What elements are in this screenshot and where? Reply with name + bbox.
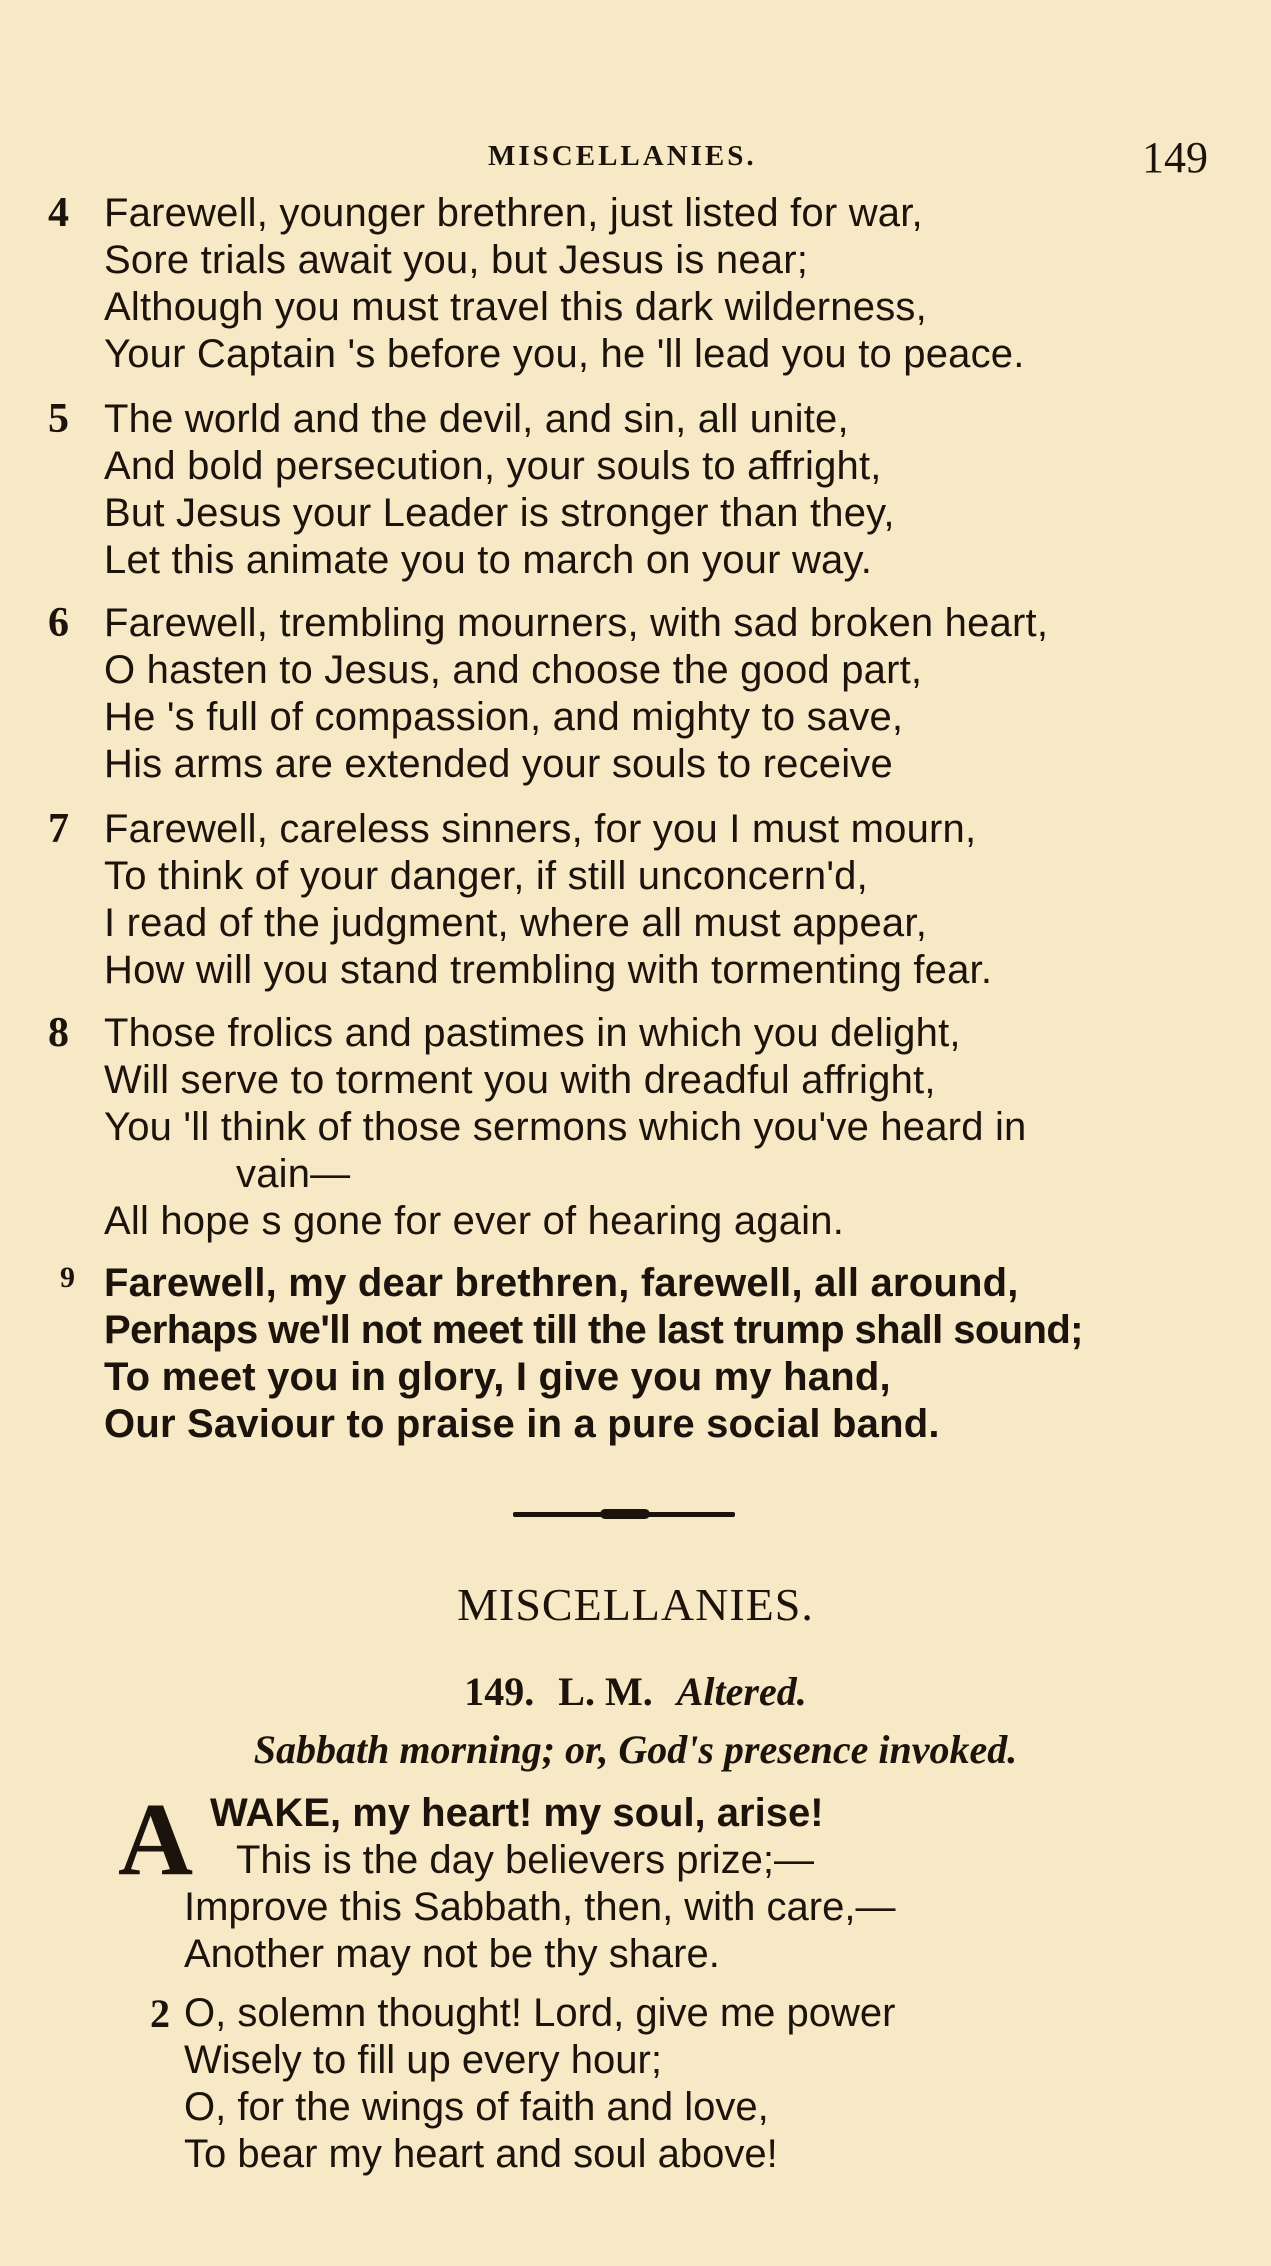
hymn-line: Wisely to fill up every hour; [184, 2038, 662, 2082]
hymn-heading [0, 1668, 1271, 1715]
hymn-subtitle: Sabbath morning; or, God's presence invoked. [253, 1727, 1018, 1772]
verse-line: Will serve to torment you with dreadful affright, [104, 1058, 936, 1102]
verse-number: 5 [48, 396, 69, 442]
drop-cap: A [118, 1782, 194, 1897]
verse-line: Farewell, my dear brethren, farewell, all around, [104, 1261, 1019, 1305]
verse-line: Perhaps we'll not meet till the last trump shall sound; [104, 1308, 1083, 1352]
verse-line: The world and the devil, and sin, all unite, [104, 397, 849, 441]
hymn-line: Another may not be thy share. [184, 1932, 720, 1976]
hymn-meter: L. M. [558, 1669, 653, 1714]
verse-line: His arms are extended your souls to receive [104, 742, 893, 786]
verse-number: 6 [48, 600, 69, 646]
verse-line: Farewell, trembling mourners, with sad broken heart, [104, 601, 1049, 645]
verse-line: Let this animate you to march on your way. [104, 538, 873, 582]
verse-line: Although you must travel this dark wilderness, [104, 285, 927, 329]
verse-line: Those frolics and pastimes in which you delight, [104, 1011, 961, 1055]
running-title: MISCELLANIES. [488, 140, 757, 172]
verse-line: Our Saviour to praise in a pure social band. [104, 1402, 940, 1446]
hymn-verse-number: 2 [150, 1991, 170, 2036]
verse-number: 8 [48, 1010, 69, 1056]
verse-number: 7 [48, 806, 69, 852]
verse-line: To meet you in glory, I give you my hand, [104, 1355, 891, 1399]
page-number: 149 [1142, 133, 1208, 182]
verse-line: O hasten to Jesus, and choose the good part, [104, 648, 923, 692]
hymn-line: Improve this Sabbath, then, with care,— [184, 1885, 896, 1929]
verse-line-continued: vain— [236, 1152, 351, 1196]
verse-line: Sore trials await you, but Jesus is near; [104, 238, 809, 282]
hymn-note: Altered. [676, 1669, 807, 1714]
section-title: MISCELLANIES. [457, 1579, 814, 1630]
verse-line: You 'll think of those sermons which you've heard in [104, 1105, 1027, 1149]
verse-number: 4 [48, 190, 69, 236]
verse-line: Farewell, younger brethren, just listed for war, [104, 191, 923, 235]
hymn-line: To bear my heart and soul above! [184, 2132, 778, 2176]
verse-line: Your Captain 's before you, he 'll lead you to peace. [104, 332, 1025, 376]
verse-line: How will you stand trembling with tormenting fear. [104, 948, 993, 992]
running-head [0, 132, 1271, 182]
hymn-line: O, for the wings of faith and love, [184, 2085, 769, 2129]
hymn-number: 149. [464, 1669, 535, 1714]
hymn-line: This is the day believers prize;— [236, 1838, 815, 1882]
divider-ornament [600, 1509, 650, 1519]
verse-line: I read of the judgment, where all must appear, [104, 901, 928, 945]
hymn-line: O, solemn thought! Lord, give me power [184, 1991, 896, 2035]
verse-line: Farewell, careless sinners, for you I must mourn, [104, 807, 977, 851]
verse-number: 9 [60, 1261, 75, 1294]
verse-line: But Jesus your Leader is stronger than they, [104, 491, 895, 535]
verse-line: He 's full of compassion, and mighty to save, [104, 695, 904, 739]
verse-line: To think of your danger, if still unconcern'd, [104, 854, 868, 898]
hymn-line: WAKE, my heart! my soul, arise! [210, 1791, 824, 1835]
verse-line: And bold persecution, your souls to affright, [104, 444, 882, 488]
verse-line: All hope s gone for ever of hearing again. [104, 1199, 845, 1243]
